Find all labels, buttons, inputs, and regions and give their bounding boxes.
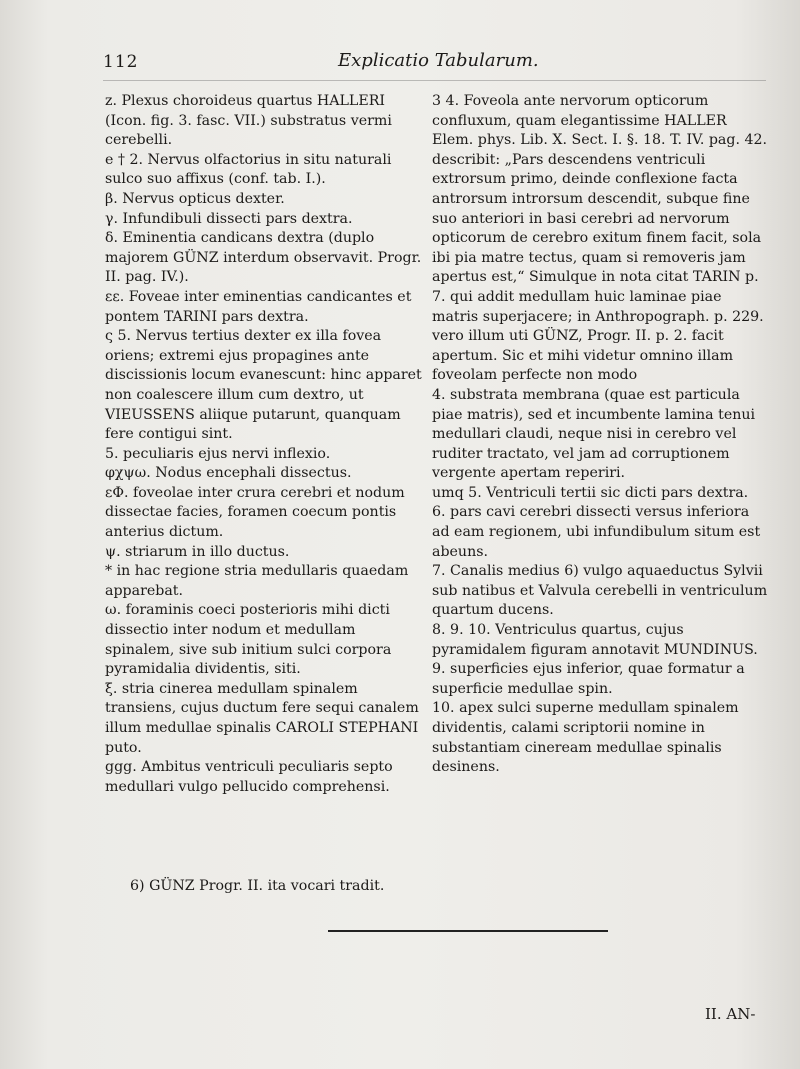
entry: φχψω. Nodus encephali dissectus. — [105, 465, 352, 482]
footnote: 6) GÜNZ Progr. II. ita vocari tradit. — [130, 878, 385, 894]
entry: γ. Infundibuli dissecti pars dextra. — [105, 210, 353, 227]
entry: 5. peculiaris ejus nervi inflexio. — [105, 445, 331, 462]
entry: 7. Canalis medius 6) vulgo aquaeductus Sylvii sub natibus et Valvula cerebelli in ventriculum quartum ducens. — [432, 563, 768, 619]
entry: z. Plexus choroideus quartus HALLERI (Icon. fig. 3. fasc. VII.) substratus vermi cerebelli. — [105, 93, 392, 149]
entry: 3 4. Foveola ante nervorum opticorum confluxum, quam elegantissime HALLER Elem. phys. Lib. X. Sect. I. §. 18. T. IV. pag. 42. describit: „Pars descendens ventriculi extrorsum primo, deinde conflexione facta antrorsum introrsum descendit, subque fine suo anteriori in basi cerebri ad nervorum opticorum de cerebro exitum finem facit, sola ibi pia matre tectus, quam si removeris jam apertus est,“ Simulque in nota citat TARIN p. 7. qui addit medullam huic laminae piae matris superjacere; in Anthropograph. p. 229. vero illum uti GÜNZ, Progr. II. p. 2. facit apertum. Sic et mihi videtur omnino illam foveolam perfecte non modo — [432, 93, 768, 384]
entry: δ. Eminentia candicans dextra (duplo majorem GÜNZ interdum observavit. Progr. II. pag. IV.). — [105, 230, 422, 286]
header-rule — [103, 80, 766, 81]
entry: e † 2. Nervus olfactorius in situ naturali sulco suo affixus (conf. tab. I.). — [105, 151, 392, 188]
entry: 10. apex sulci superne medullam spinalem dividentis, calami scriptorii nomine in substantiam cineream medullae spinalis desinens. — [432, 700, 739, 776]
entry: ggg. Ambitus ventriculi peculiaris septo medullari vulgo pellucido comprehensi. — [105, 759, 393, 795]
left-column — [105, 92, 423, 797]
right-column — [432, 92, 768, 778]
entry: ξ. stria cinerea medullam spinalem transiens, cujus ductum fere sequi canalem illum medullae spinalis CAROLI STEPHANI puto. — [105, 680, 419, 756]
entry: ω. foraminis coeci posterioris mihi dicti dissectio inter nodum et medullam spinalem, sive sub initium sulci corpora pyramidalia dividentis, siti. — [105, 602, 392, 678]
entry: 4. substrata membrana (quae est particula piae matris), sed et incumbente lamina tenui medullari claudi, neque nisi in cerebro vel ruditer tractato, vel jam ad corruptionem vergente apertam reperiri. — [432, 386, 756, 482]
entry: ς 5. Nervus tertius dexter ex illa fovea oriens; extremi ejus propagines ante discissionis locum evanescunt: hinc apparet non coalescere illum cum dextro, ut VIEUSSENS aliique putarunt, quanquam fere contigui sint. — [105, 328, 422, 443]
entry: * in hac regione stria medullaris quaedam apparebat. — [105, 563, 409, 599]
catchword: II. AN- — [705, 1005, 756, 1023]
entry: 8. 9. 10. Ventriculus quartus, cujus pyramidalem figuram annotavit MUNDINUS. — [432, 622, 758, 658]
entry: 6. pars cavi cerebri dissecti versus inferiora ad eam regionem, ubi infundibulum situm est abeuns. — [432, 504, 761, 560]
entry: ψ. striarum in illo ductus. — [105, 543, 290, 560]
entry: β. Nervus opticus dexter. — [105, 190, 285, 207]
entry: 9. superficies ejus inferior, quae formatur a superficie medullae spin. — [432, 661, 745, 697]
entry: εε. Foveae inter eminentias candicantes et pontem TARINI pars dextra. — [105, 288, 412, 325]
entry: umq 5. Ventriculi tertii sic dicti pars dextra. — [432, 484, 749, 501]
bottom-rule — [328, 930, 608, 932]
page-number: 112 — [103, 52, 139, 72]
entry: εΦ. foveolae inter crura cerebri et nodum dissectae facies, foramen coecum pontis anterius dictum. — [105, 484, 405, 541]
running-title: Explicatio Tabularum. — [338, 50, 539, 71]
